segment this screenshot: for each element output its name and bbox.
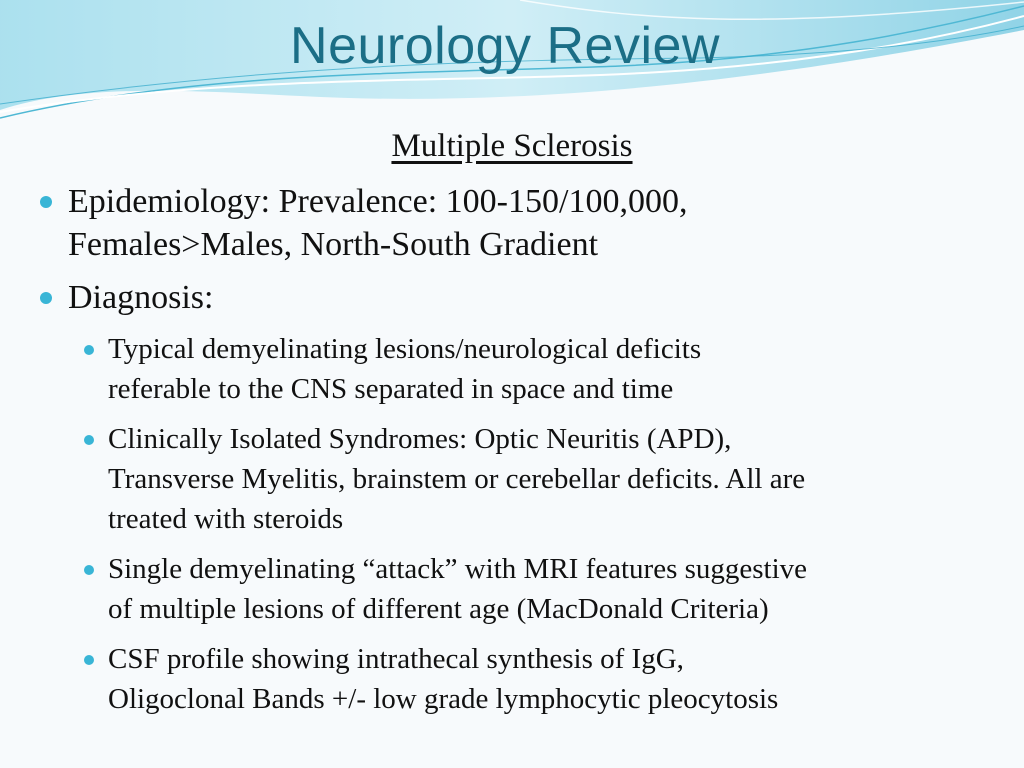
- sub-bullet-typical-lesions: [76, 329, 1006, 409]
- sub-bullet-csf-profile: [76, 639, 1006, 719]
- bullet-dot-icon: [40, 196, 52, 208]
- sub-bullet-text-line: of multiple lesions of different age (MacDonald Criteria): [108, 593, 769, 625]
- sub-bullet-single-attack: [76, 549, 1006, 629]
- sub-bullet-text-line: CSF profile showing intrathecal synthesis of IgG,: [108, 643, 684, 675]
- sub-bullet-text-line: Transverse Myelitis, brainstem or cerebellar deficits. All are: [108, 463, 806, 495]
- sub-bullet-dot-icon: [84, 655, 94, 665]
- bullet-text-line: Females>Males, North-South Gradient: [68, 226, 599, 263]
- bullet-text-line: Diagnosis:: [68, 279, 214, 316]
- bullet-epidemiology: [36, 180, 1006, 266]
- slide-body: [36, 180, 1006, 729]
- sub-bullet-text-line: Clinically Isolated Syndromes: Optic Neuritis (APD),: [108, 423, 732, 455]
- slide-subtitle: Multiple Sclerosis: [391, 128, 633, 164]
- sub-bullet-text-line: Typical demyelinating lesions/neurological deficits: [108, 333, 702, 365]
- sub-bullet-dot-icon: [84, 565, 94, 575]
- bullet-text-line: Epidemiology: Prevalence: 100-150/100,000,: [68, 183, 688, 220]
- bullet-diagnosis: [36, 276, 1006, 319]
- diagnosis-sub-bullets: [76, 329, 1006, 719]
- sub-bullet-dot-icon: [84, 435, 94, 445]
- sub-bullet-clinically-isolated: [76, 419, 1006, 539]
- sub-bullet-text-line: Single demyelinating “attack” with MRI features suggestive: [108, 553, 808, 585]
- sub-bullet-dot-icon: [84, 345, 94, 355]
- sub-bullet-text-line: referable to the CNS separated in space and time: [108, 373, 674, 405]
- slide-title: Neurology Review: [290, 17, 720, 75]
- sub-bullet-text-line: treated with steroids: [108, 503, 344, 535]
- sub-bullet-text-line: Oligoclonal Bands +/- low grade lymphocytic pleocytosis: [108, 683, 779, 715]
- bullet-dot-icon: [40, 292, 52, 304]
